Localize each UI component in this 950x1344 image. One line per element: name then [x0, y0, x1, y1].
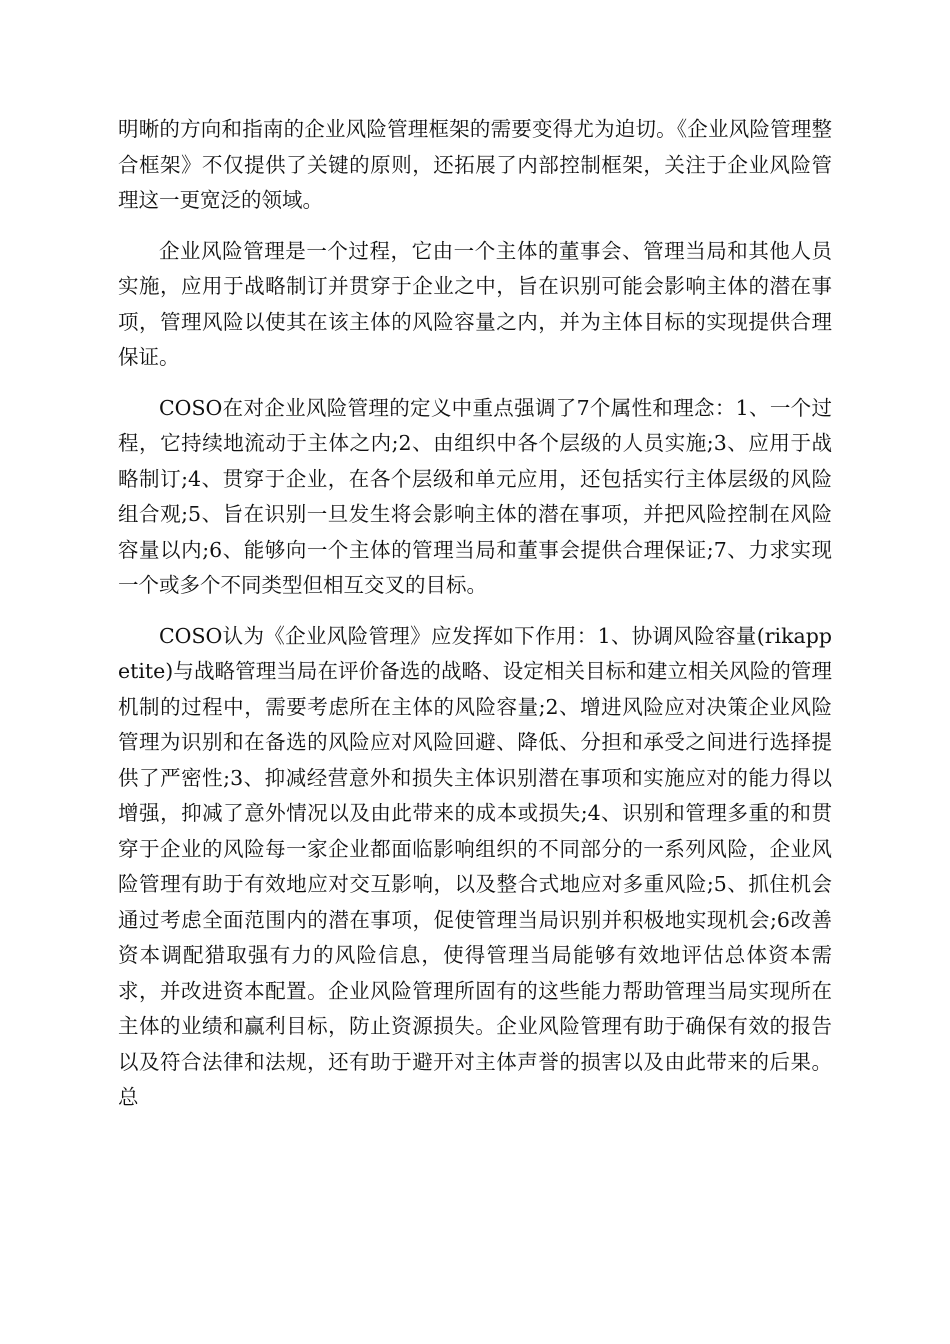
document-page — [118, 112, 832, 1131]
paragraph-coso-functions: COSO认为《企业风险管理》应发挥如下作用：1、协调风险容量(rikappetite)与战略管理当局在评价备选的战略、设定相关目标和建立相关风险的管理机制的过程中，需要考虑所在主体的风险容量;2、增进风险应对决策企业风险管理为识别和在备选的风险应对风险回避、降低、分担和承受之间进行选择提供了严密性;3、抑减经营意外和损失主体识别潜在事项和实施应对的能力得以增强，抑减了意外情况以及由此带来的成本或损失;4、识别和管理多重的和贯穿于企业的风险每一家企业都面临影响组织的不同部分的一系列风险，企业风险管理有助于有效地应对交互影响，以及整合式地应对多重风险;5、抓住机会通过考虑全面范围内的潜在事项，促使管理当局识别并积极地实现机会;6改善资本调配猎取强有力的风险信息，使得管理当局能够有效地评估总体资本需求，并改进资本配置。企业风险管理所固有的这些能力帮助管理当局实现所在主体的业绩和赢利目标，防止资源损失。企业风险管理有助于确保有效的报告以及符合法律和法规，还有助于避开对主体声誉的损害以及由此带来的后果。总 — [118, 623, 832, 1109]
paragraph-coso-attributes: COSO在对企业风险管理的定义中重点强调了7个属性和理念：1、一个过程，它持续地流动于主体之内;2、由组织中各个层级的人员实施;3、应用于战略制订;4、贯穿于企业，在各个层级和单元应用，还包括实行主体层级的风险组合观;5、旨在识别一旦发生将会影响主体的潜在事项，并把风险控制在风险容量以内;6、能够向一个主体的管理当局和董事会提供合理保证;7、力求实现一个或多个不同类型但相互交叉的目标。 — [118, 395, 832, 597]
paragraph-continuation: 明晰的方向和指南的企业风险管理框架的需要变得尤为迫切。《企业风险管理整合框架》不仅提供了关键的原则，还拓展了内部控制框架，关注于企业风险管理这一更宽泛的领域。 — [118, 117, 832, 212]
paragraph-erm-definition: 企业风险管理是一个过程，它由一个主体的董事会、管理当局和其他人员实施，应用于战略制订并贯穿于企业之中，旨在识别可能会影响主体的潜在事项，管理风险以使其在该主体的风险容量之内，并为主体目标的实现提供合理保证。 — [118, 238, 832, 369]
